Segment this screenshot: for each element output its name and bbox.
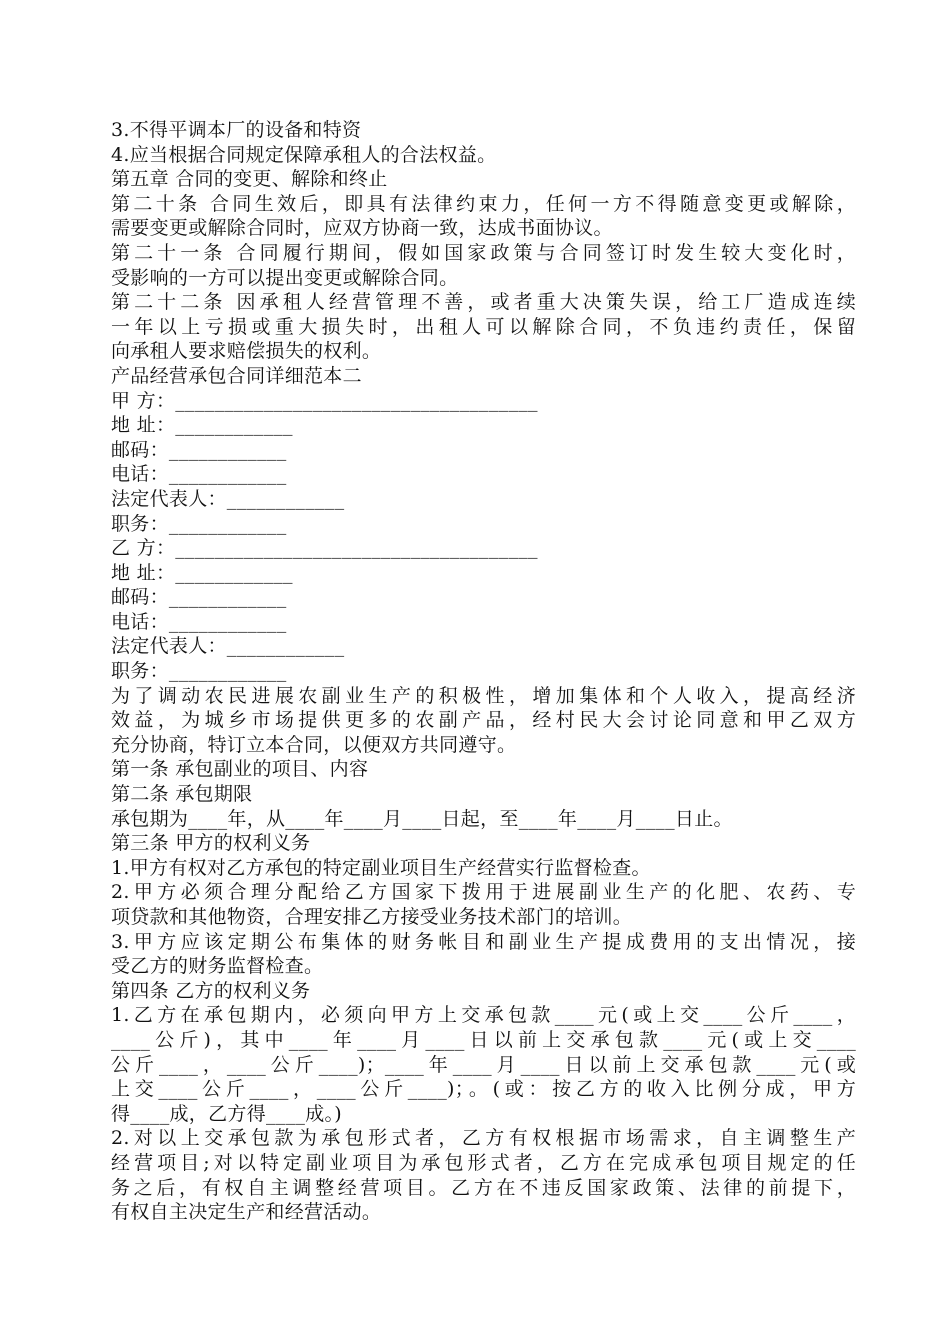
text-line: 经营项目;对以特定副业项目为承包形式者，乙方在完成承包项目规定的任 [111, 1151, 856, 1174]
text-line: 效益，为城乡市场提供更多的农副产品，经村民大会讨论同意和甲乙双方 [111, 709, 856, 732]
text-line: 1.甲方有权对乙方承包的特定副业项目生产经营实行监督检查。 [111, 856, 651, 879]
chapter-heading: 第五章 合同的变更、解除和终止 [111, 168, 388, 191]
party-a-phone-field: 电话：____________ [111, 463, 287, 486]
text-line: 项贷款和其他物资，合理安排乙方接受业务技术部门的培训。 [111, 906, 633, 928]
text-line: 2.对以上交承包款为承包形式者，乙方有权根据市场需求，自主调整生产 [111, 1127, 856, 1150]
text-line: 得____成，乙方得____成。) [111, 1102, 343, 1125]
article-heading: 第二条 承包期限 [111, 783, 253, 806]
text-line: 受乙方的财务监督检查。 [111, 955, 324, 978]
party-b-address-field: 地 址：____________ [111, 561, 293, 584]
party-a-name-field: 甲 方：_____________________________________ [111, 389, 538, 412]
text-line: 有权自主决定生产和经营活动。 [111, 1201, 382, 1224]
party-a-address-field: 地 址：____________ [111, 414, 293, 437]
article-heading: 第一条 承包副业的项目、内容 [111, 758, 369, 781]
text-line: 第二十一条 合同履行期间，假如国家政策与合同签订时发生较大变化时， [111, 241, 856, 264]
text-line: 一年以上亏损或重大损失时，出租人可以解除合同，不负违约责任，保留 [111, 315, 856, 338]
text-line: ____公斤)，其中____年____月____日以前上交承包款____元(或上交____ [111, 1028, 856, 1051]
text-line: 上交____公斤____，____公斤____)；。(或：按乙方的收入比例分成，甲方 [111, 1078, 856, 1101]
text-line: 3.甲方应该定期公布集体的财务帐目和副业生产提成费用的支出情况，接 [111, 930, 856, 953]
party-a-postcode-field: 邮码：____________ [111, 438, 287, 461]
text-line: 需要变更或解除合同时，应双方协商一致，达成书面协议。 [111, 217, 613, 240]
article-heading: 第三条 甲方的权利义务 [111, 832, 311, 855]
article-heading: 第四条 乙方的权利义务 [111, 979, 311, 1002]
party-b-phone-field: 电话：____________ [111, 610, 287, 633]
party-a-position-field: 职务：____________ [111, 512, 287, 535]
party-b-position-field: 职务：____________ [111, 660, 287, 683]
text-line: 向承租人要求赔偿损失的权利。 [111, 340, 382, 363]
text-line: 第二十条 合同生效后，即具有法律约束力，任何一方不得随意变更或解除， [111, 192, 856, 215]
text-line: 2.甲方必须合理分配给乙方国家下拨用于进展副业生产的化肥、农药、专 [111, 881, 856, 904]
party-b-postcode-field: 邮码：____________ [111, 586, 287, 609]
text-line: 4.应当根据合同规定保障承租人的合法权益。 [111, 143, 497, 166]
text-line: 受影响的一方可以提出变更或解除合同。 [111, 266, 459, 289]
text-line: 承包期为____年，从____年____月____日起，至____年____月____日止。 [111, 807, 733, 830]
text-line: 务之后，有权自主调整经营项目。乙方在不违反国家政策、法律的前提下， [111, 1176, 856, 1199]
section-title: 产品经营承包合同详细范本二 [111, 364, 362, 387]
text-line: 1.乙方在承包期内，必须向甲方上交承包款____元(或上交____公斤____， [111, 1004, 856, 1027]
text-line: 3.不得平调本厂的设备和特资 [111, 119, 362, 141]
text-line: 充分协商，特订立本合同，以便双方共同遵守。 [111, 733, 517, 756]
party-b-name-field: 乙 方：_____________________________________ [111, 537, 538, 560]
text-line: 为了调动农民进展农副业生产的积极性，增加集体和个人收入，提高经济 [111, 684, 856, 707]
party-b-representative-field: 法定代表人：____________ [111, 635, 345, 658]
text-line: 第二十二条 因承租人经营管理不善，或者重大决策失误，给工厂造成连续 [111, 291, 856, 314]
document-body [111, 118, 856, 1225]
party-a-representative-field: 法定代表人：____________ [111, 487, 345, 510]
text-line: 公斤____，____公斤____)；____年____月____日以前上交承包款____元(或 [111, 1053, 856, 1076]
